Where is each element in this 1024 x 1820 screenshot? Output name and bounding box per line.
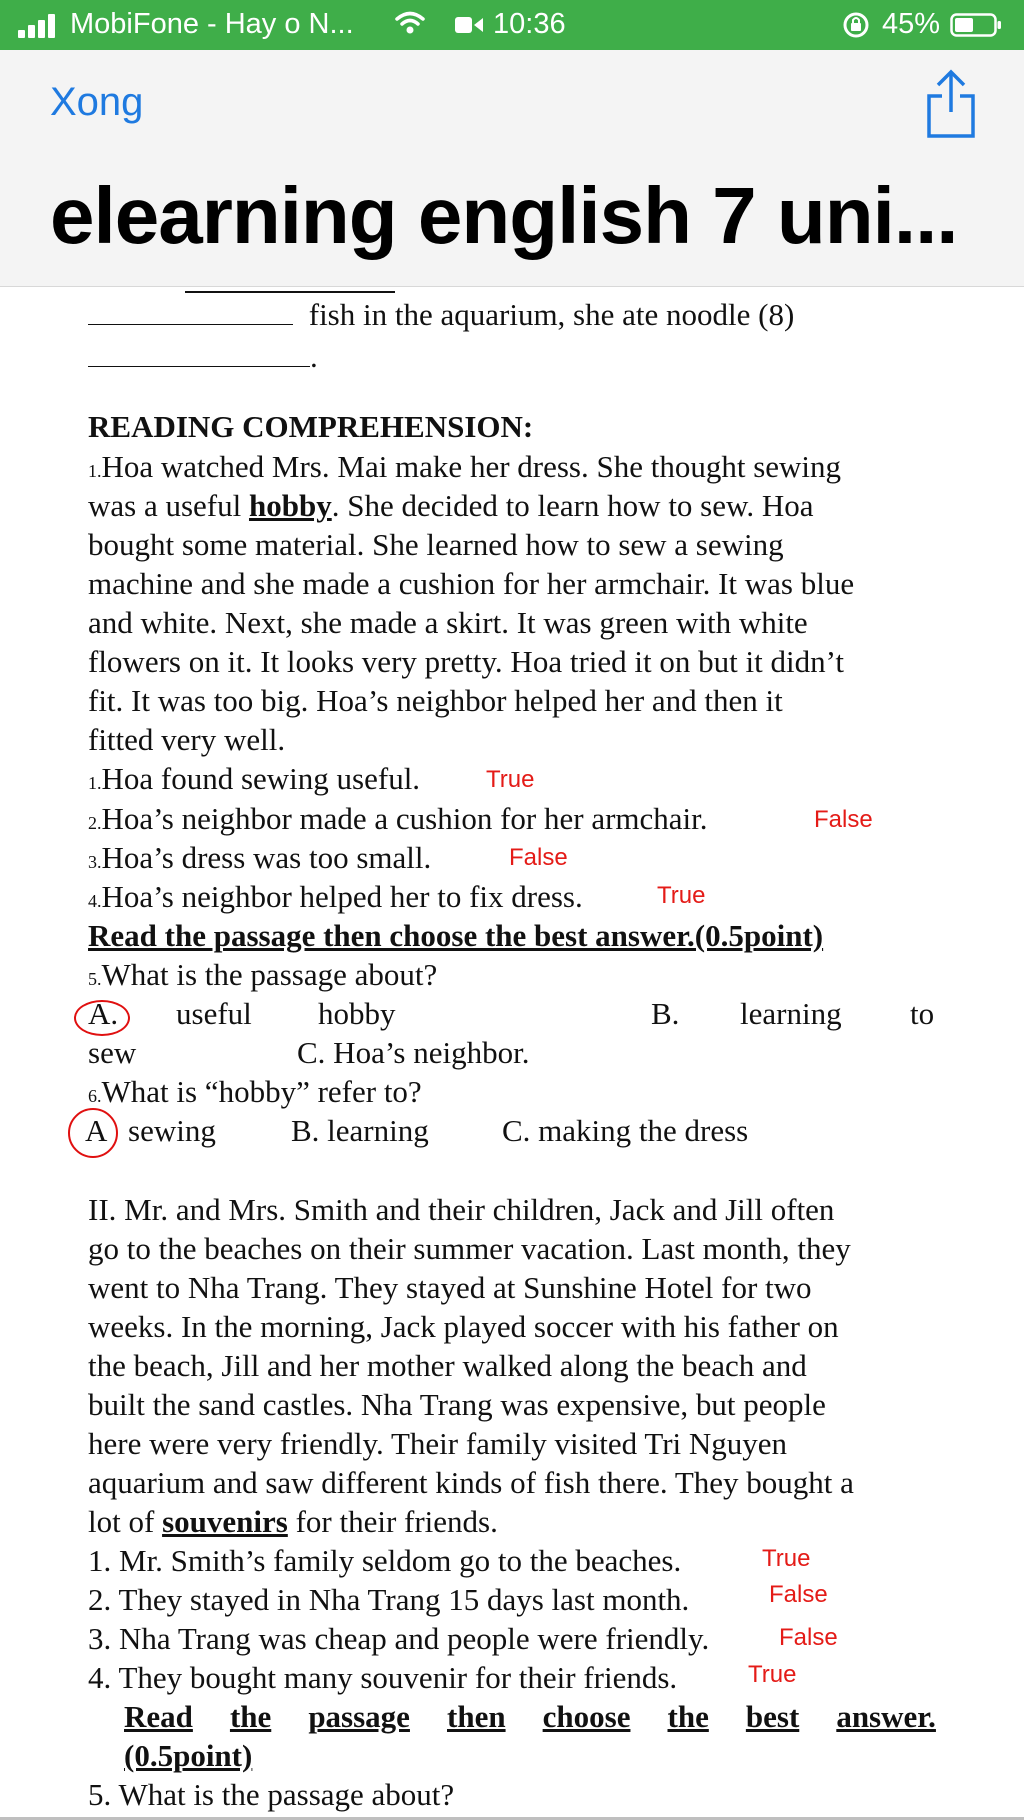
option-a: A: [85, 1113, 108, 1148]
tf-question: 1.Hoa found sewing useful.: [88, 761, 421, 796]
signal-strength-icon: [18, 14, 58, 38]
option-a: A.: [88, 996, 119, 1031]
option-b: B. learning: [291, 1113, 429, 1148]
tf-question: 2. They stayed in Nha Trang 15 days last month.: [88, 1582, 690, 1617]
tf-question: 1. Mr. Smith’s family seldom go to the beaches.: [88, 1543, 682, 1578]
option-b-word: to: [910, 996, 935, 1031]
option-a-word: hobby: [318, 996, 396, 1031]
passage-1-line: was a useful hobby. She decided to learn how to sew. Hoa: [88, 488, 814, 523]
blank: [88, 340, 310, 367]
section-heading: READING COMPREHENSION:: [88, 409, 534, 444]
screen-record-icon: [455, 15, 485, 35]
choose-heading-cont: (0.5point): [124, 1738, 253, 1773]
passage-2-line: here were very friendly. Their family visited Tri Nguyen: [88, 1426, 788, 1461]
answer-true: True: [657, 882, 706, 909]
document-view[interactable]: [0, 287, 1024, 1820]
passage-2-line: weeks. In the morning, Jack played soccer with his father on: [88, 1309, 839, 1344]
option-c: C. making the dress: [502, 1113, 749, 1148]
answer-true: True: [748, 1661, 797, 1688]
blank: [88, 298, 293, 325]
tf-question: 2.Hoa’s neighbor made a cushion for her armchair.: [88, 801, 708, 836]
option-b-word: learning: [740, 996, 842, 1031]
passage-2-line: go to the beaches on their summer vacation. Last month, they: [88, 1231, 851, 1266]
tf-question: 4.Hoa’s neighbor helped her to fix dress.: [88, 879, 583, 914]
rotation-lock-icon: [842, 11, 870, 39]
answer-true: True: [762, 1545, 811, 1572]
option-c: C. Hoa’s neighbor.: [297, 1035, 530, 1070]
tf-question: 3. Nha Trang was cheap and people were friendly.: [88, 1621, 710, 1656]
wifi-icon: [395, 10, 425, 36]
document-title: elearning english 7 uni...: [50, 171, 958, 260]
passage-2-line: built the sand castles. Nha Trang was expensive, but people: [88, 1387, 826, 1422]
answer-false: False: [509, 844, 568, 871]
passage-2-line: lot of souvenirs for their friends.: [88, 1504, 498, 1539]
choose-heading: Read the passage then choose the best answer.(0.5point): [88, 918, 824, 953]
option-b-word: sew: [88, 1035, 137, 1070]
passage-2-line: II. Mr. and Mrs. Smith and their children, Jack and Jill often: [88, 1192, 835, 1227]
passage-1-line: flowers on it. It looks very pretty. Hoa tried it on but it didn’t: [88, 644, 844, 679]
tf-question: 4. They bought many souvenir for their friends.: [88, 1660, 678, 1695]
battery-percent: 45%: [882, 8, 941, 40]
fill-in-line-2: [88, 339, 318, 375]
fill-end: .: [310, 339, 318, 374]
answer-false: False: [814, 806, 873, 833]
passage-1-line: machine and she made a cushion for her armchair. It was blue: [88, 566, 855, 601]
option-a-text: sewing: [128, 1113, 216, 1148]
mc-question: 5.What is the passage about?: [88, 957, 438, 992]
passage-2-line: the beach, Jill and her mother walked along the beach and: [88, 1348, 807, 1383]
option-b: B.: [651, 996, 680, 1031]
battery-icon: [950, 13, 1002, 37]
share-icon[interactable]: [925, 68, 977, 140]
mc-question: 5. What is the passage about?: [88, 1777, 455, 1812]
passage-1-line: and white. Next, she made a skirt. It was green with white: [88, 605, 808, 640]
mc-question: 6.What is “hobby” refer to?: [88, 1074, 422, 1109]
hobby-keyword: hobby: [248, 488, 332, 523]
fill-in-line: [88, 297, 794, 333]
clock: 10:36: [493, 8, 566, 40]
souvenirs-keyword: souvenirs: [162, 1504, 288, 1539]
carrier-name: MobiFone - Hay o N...: [70, 8, 354, 40]
answer-false: False: [779, 1624, 838, 1651]
navigation-bar: [0, 50, 1024, 287]
fill-text: fish in the aquarium, she ate noodle (8): [308, 297, 795, 332]
passage-1-line: 1.Hoa watched Mrs. Mai make her dress. She thought sewing: [88, 449, 842, 484]
passage-2-line: went to Nha Trang. They stayed at Sunshine Hotel for two: [88, 1270, 812, 1305]
cut-off-blank-line: [185, 287, 395, 293]
tf-question: 3.Hoa’s dress was too small.: [88, 840, 432, 875]
choose-heading: Read the passage then choose the best answer.: [124, 1699, 936, 1734]
answer-false: False: [769, 1581, 828, 1608]
passage-1-line: bought some material. She learned how to sew a sewing: [88, 527, 784, 562]
option-a-word: useful: [176, 996, 252, 1031]
answer-true: True: [486, 766, 535, 793]
done-button[interactable]: Xong: [50, 80, 144, 124]
status-bar: [0, 0, 1024, 50]
passage-1-line: fitted very well.: [88, 722, 286, 757]
passage-1-line: fit. It was too big. Hoa’s neighbor helped her and then it: [88, 683, 783, 718]
passage-2-line: aquarium and saw different kinds of fish there. They bought a: [88, 1465, 854, 1500]
